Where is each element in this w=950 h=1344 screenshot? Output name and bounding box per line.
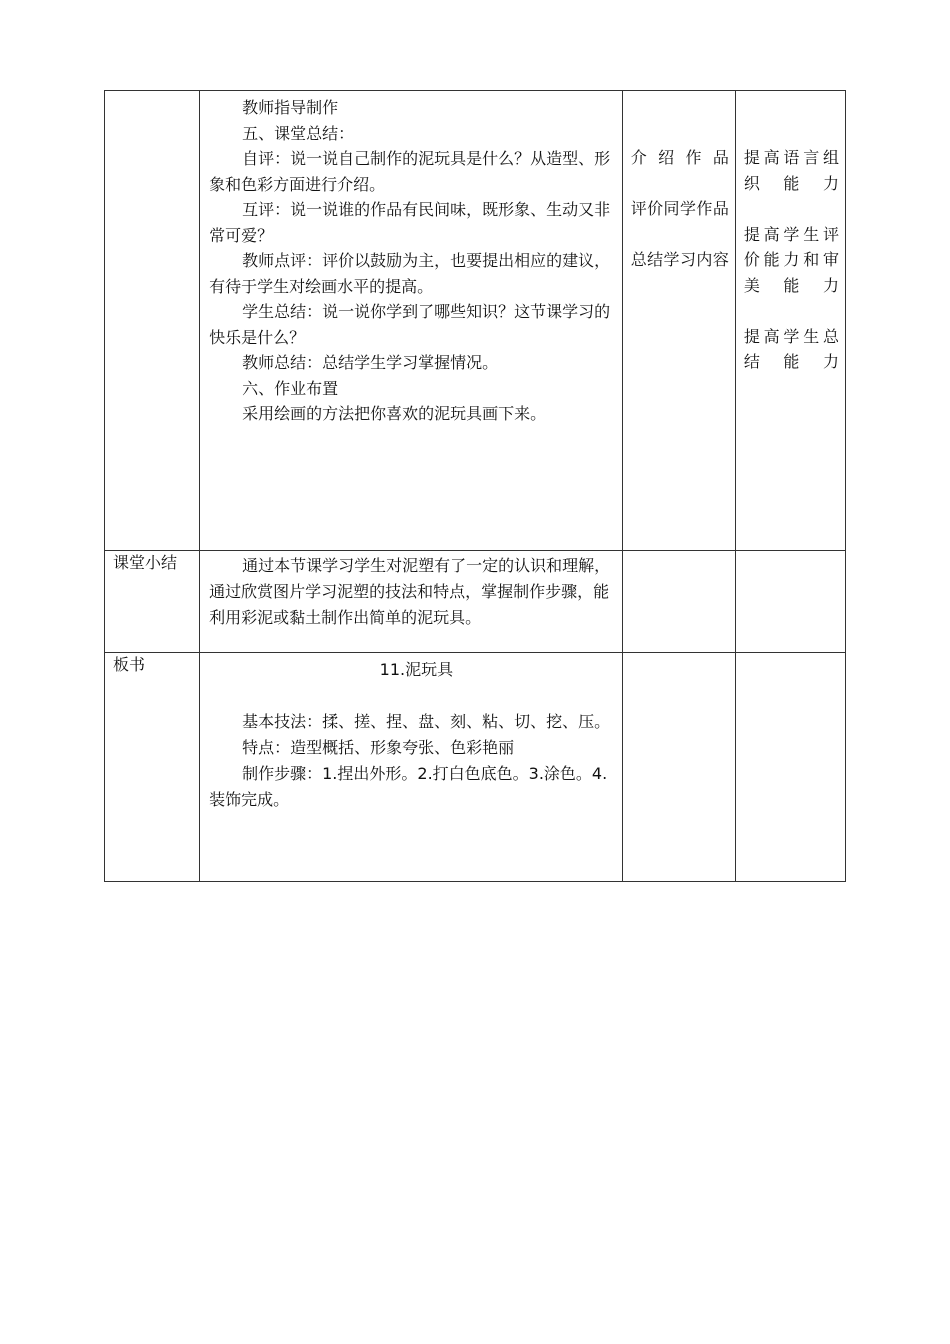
teaching-line: 教师点评：评价以鼓励为主，也要提出相应的建议，有待于学生对绘画水平的提高。 — [209, 251, 611, 296]
teaching-line: 教师指导制作 — [242, 98, 339, 117]
board-line: 制作步骤：1.捏出外形。2.打白色底色。3.涂色。4.装饰完成。 — [209, 764, 608, 809]
teaching-line: 互评：说一说谁的作品有民间味，既形象、生动又非常可爱？ — [209, 200, 611, 245]
student-activity-cell — [622, 91, 735, 551]
design-intent-cell — [735, 91, 845, 551]
lesson-plan-table — [104, 90, 846, 882]
empty-cell — [735, 551, 845, 653]
design-intent-item: 提高学生评价能力和审美能力 — [743, 224, 839, 295]
table-row-teaching-process — [105, 91, 846, 551]
empty-cell — [735, 653, 845, 882]
summary-text: 通过本节课学习学生对泥塑有了一定的认识和理解，通过欣赏图片学习泥塑的技法和特点，掌握制作步骤，能利用彩泥或黏土制作出简单的泥玩具。 — [209, 556, 611, 627]
teaching-line: 学生总结：说一说你学到了哪些知识？这节课学习的快乐是什么？ — [209, 302, 611, 347]
board-label-cell — [105, 653, 200, 882]
teaching-line: 六、作业布置 — [242, 378, 339, 398]
summary-content-cell — [200, 551, 623, 653]
empty-cell — [622, 551, 735, 653]
board-title: 11.泥玩具 — [379, 660, 454, 679]
teaching-line: 自评：说一说自己制作的泥玩具是什么？从造型、形象和色彩方面进行介绍。 — [209, 149, 611, 194]
design-intent-item: 提高学生总结能力 — [743, 326, 839, 371]
table-row-board — [105, 653, 846, 882]
teaching-content-cell — [200, 91, 623, 551]
student-activity-item: 评价同学作品 — [630, 199, 729, 218]
summary-label: 课堂小结 — [113, 553, 178, 572]
design-intent-item: 提高语言组织能力 — [743, 148, 839, 193]
board-content-cell — [200, 653, 623, 882]
teaching-line: 采用绘画的方法把你喜欢的泥玩具画下来。 — [242, 404, 547, 423]
teaching-line: 五、课堂总结： — [242, 123, 355, 143]
board-label: 板书 — [113, 655, 146, 674]
student-activity-item: 总结学习内容 — [630, 250, 729, 269]
row-label-cell-empty — [105, 91, 200, 551]
teaching-line: 教师总结：总结学生学习掌握情况。 — [242, 353, 499, 372]
empty-cell — [622, 653, 735, 882]
board-line: 基本技法：揉、搓、捏、盘、刻、粘、切、挖、压。 — [242, 712, 611, 731]
board-line: 特点：造型概括、形象夸张、色彩艳丽 — [242, 738, 515, 757]
table-row-summary — [105, 551, 846, 653]
summary-label-cell — [105, 551, 200, 653]
student-activity-item: 介绍作品 — [630, 148, 729, 167]
